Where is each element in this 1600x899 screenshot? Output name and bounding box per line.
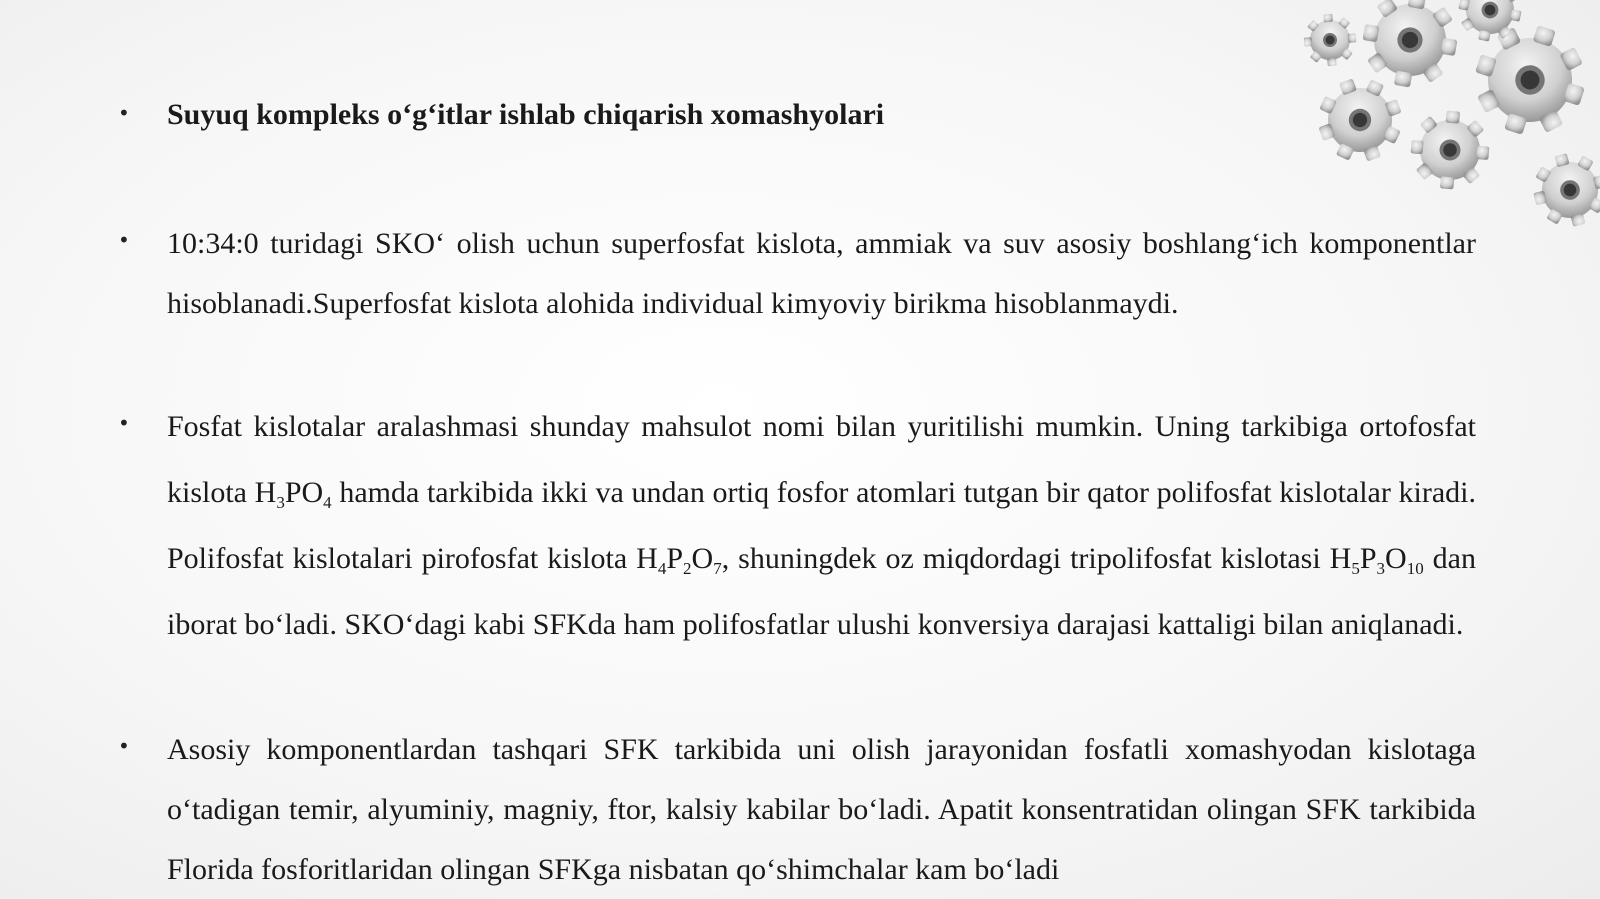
text-run: dan iborat bo‘ladi. SKO‘dagi kabi SFKda ham polifosfatlar ulushi konversiya darajasi kattaligi bilan aniqlanadi. (167, 542, 1476, 641)
subscript: 4 (657, 559, 667, 578)
subscript: 2 (683, 559, 692, 578)
bullet-marker: • (118, 734, 130, 758)
subscript: 3 (276, 493, 285, 512)
subscript: 4 (323, 493, 332, 512)
text-run: P (666, 542, 684, 575)
bullet-item-title (118, 97, 1476, 133)
subscript: 7 (713, 559, 722, 578)
bullet-marker: • (118, 411, 130, 435)
text-run: , shuningdek oz miqdordagi tripolifosfat kislotasi H (721, 542, 1352, 575)
bullet-marker: • (118, 101, 130, 125)
text-run: O (1385, 542, 1407, 575)
bullet-item-1 (118, 214, 1476, 334)
text-run: P (1359, 542, 1377, 575)
text-run: PO (284, 476, 324, 509)
bullet-item-3 (118, 720, 1476, 899)
paragraph-1: 10:34:0 turidagi SKO‘ olish uchun superfosfat kislota, ammiak va suv asosiy boshlang‘ich komponentlar hisoblanadi.Superfosfat kislota alohida individual kimyoviy birikma hisoblanmaydi. (167, 227, 1476, 320)
subscript: 10 (1406, 559, 1424, 578)
bullet-marker: • (118, 228, 130, 252)
bullet-item-2 (118, 394, 1476, 658)
paragraph-3: Asosiy komponentlardan tashqari SFK tarkibida uni olish jarayonidan fosfatli xomashyodan kislotaga o‘tadigan temir, alyuminiy, magniy, ftor, kalsiy kabilar bo‘ladi. Apatit konsentratidan olingan SFK tarkibida Florida fosforitlaridan olingan SFKga nisbatan qo‘shimchalar kam bo‘ladi (167, 733, 1476, 886)
text-run: hamda tarkibida ikki va undan ortiq fosfor atomlari tutgan bir qator polifosfat kislotalar kiradi. Polifosfat kislotalari pirofosfat kislota H (167, 476, 1476, 575)
subscript: 5 (1351, 559, 1360, 578)
text-run: Fosfat kislotalar aralashmasi shunday mahsulot nomi bilan yuritilishi mumkin. Uning tarkibiga ortofosfat kislota H (167, 410, 1476, 509)
paragraph-2 (167, 394, 1476, 658)
subscript: 3 (1376, 559, 1386, 578)
slide-title: Suyuq kompleks o‘g‘itlar ishlab chiqarish xomashyolari (167, 98, 885, 131)
text-run: O (691, 542, 714, 575)
